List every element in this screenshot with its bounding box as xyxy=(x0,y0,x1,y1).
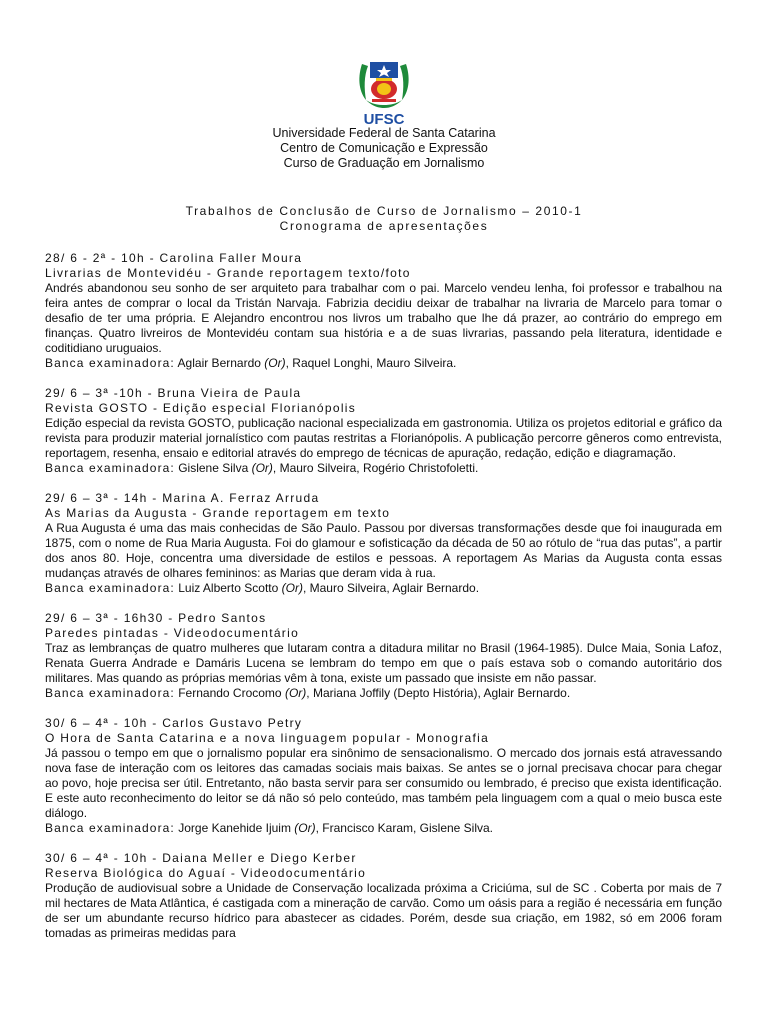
entry-date: 30/ 6 – 4ª - 10h - Daiana Meller e Diego Kerber xyxy=(45,851,357,865)
banca-members: , Francisco Karam, Gislene Silva. xyxy=(315,821,494,835)
entry-title: Paredes pintadas - Videodocumentário xyxy=(45,626,300,640)
schedule-list xyxy=(45,251,722,956)
banca-advisor: Jorge Kanehide Ijuim xyxy=(178,821,291,835)
entry-banca xyxy=(45,356,722,371)
banca-members: , Mariana Joffily (Depto História), Aglair Bernardo. xyxy=(306,686,571,700)
banca-advisor: Luiz Alberto Scotto xyxy=(178,581,279,595)
banca-members: , Mauro Silveira, Aglair Bernardo. xyxy=(302,581,480,595)
entry-banca xyxy=(45,581,722,596)
schedule-entry xyxy=(45,386,722,476)
banca-advisor: Aglair Bernardo xyxy=(177,356,261,370)
entry-description: A Rua Augusta é uma das mais conhecidas de São Paulo. Passou por diversas transformações desde que foi inaugurada em 1875, com o nome de Rua Maria Augusta. Foi do glamour e sofisticação da década de 50 ao rótulo de “rua das putas”, a partir dos anos 80. Hoje, concentra uma diversidade de estilos e pessoas. A reportagem As Marias da Augusta conta essas mudanças através de olhares femininos: as Marias que deram vida à rua. xyxy=(45,521,722,580)
entry-date: 28/ 6 - 2ª - 10h - Carolina Faller Moura xyxy=(45,251,303,265)
banca-or: (Or) xyxy=(284,686,307,700)
entry-description: Traz as lembranças de quatro mulheres que lutaram contra a ditadura militar no Brasil (1964-1985). Dulce Maia, Sonia Lafoz, Renata Guerra Andrade e Damáris Lucena se lembram do tempo em que o país estava sob o comando autoritário dos militares. Mas quando as próprias memórias vêm à tona, existe um passado que insiste em não passar. xyxy=(45,641,722,685)
banca-label: Banca examinadora: xyxy=(45,686,175,700)
entry-date: 29/ 6 – 3ª - 16h30 - Pedro Santos xyxy=(45,611,267,625)
entry-date: 30/ 6 – 4ª - 10h - Carlos Gustavo Petry xyxy=(45,716,303,730)
schedule-entry xyxy=(45,851,722,941)
banca-or: (Or) xyxy=(294,821,316,835)
entry-description: Andrés abandonou seu sonho de ser arquiteto para trabalhar com o pai. Marcelo vendeu lenha, foi professor e trabalhou na feira antes de comprar o local da Tristán Narvaja. Fabrizia decidiu deixar de trabalhar na livraria de Marcelo para tomar o desafio de ter uma própria. E Alejandro encontrou nos livros um trabalho que lhe dá prazer, ao contrário do emprego em finanças. Quatro livreiros de Montevidéu contam sua história e a de suas livrarias, passando pela literatura, identidade e coditidiano uruguaios. xyxy=(45,281,722,355)
entry-description: Edição especial da revista GOSTO, publicação nacional especializada em gastronomia. Utiliza os projetos editorial e gráfico da revista para produzir material jornalístico com pautas restritas a Florianópolis. A publicação percorre gêneros como entrevista, reportagem, resenha, ensaio e editorial através do emprego de técnicas de apuração, redação, edição e diagramação. xyxy=(45,416,722,460)
ufsc-logo xyxy=(356,56,412,130)
ufsc-crest-icon xyxy=(356,56,412,130)
banca-or: (Or) xyxy=(251,461,273,475)
schedule-entry xyxy=(45,491,722,596)
banca-label: Banca examinadora: xyxy=(45,461,175,475)
banca-members: , Mauro Silveira, Rogério Christofoletti. xyxy=(272,461,479,475)
institution-header xyxy=(0,126,768,171)
entry-banca xyxy=(45,821,722,836)
banca-advisor: Fernando Crocomo xyxy=(178,686,282,700)
banca-or: (Or) xyxy=(281,581,303,595)
entry-title: Revista GOSTO - Edição especial Florianópolis xyxy=(45,401,357,415)
entry-title: Reserva Biológica do Aguaí - Videodocumentário xyxy=(45,866,367,880)
banca-advisor: Gislene Silva xyxy=(178,461,249,475)
title-line: Trabalhos de Conclusão de Curso de Jornalismo – 2010-1 xyxy=(185,204,583,218)
schedule-entry xyxy=(45,251,722,371)
entry-title: Livrarias de Montevidéu - Grande reportagem texto/foto xyxy=(45,266,411,280)
entry-description: Produção de audiovisual sobre a Unidade de Conservação localizada próxima a Criciúma, sul de SC . Coberta por mais de 7 mil hectares de Mata Atlântica, é castigada com a mineração de carvão. Como um oásis para a região é necessária em função de ser um abundante recurso hídrico para abastecer as cidades. Porém, desde sua criação, em 1982, só em 2006 foram tomadas as primeiras medidas para xyxy=(45,881,722,940)
banca-or: (Or) xyxy=(264,356,286,370)
banca-members: , Raquel Longhi, Mauro Silveira. xyxy=(285,356,457,370)
subtitle-line: Cronograma de apresentações xyxy=(279,219,489,233)
schedule-entry xyxy=(45,611,722,701)
document-title xyxy=(0,204,768,234)
entry-description: Já passou o tempo em que o jornalismo popular era sinônimo de sensacionalismo. O mercado dos jornais está atravessando nova fase de interação com os leitores das camadas sociais mais baixas. Se antes se o jornal precisava chocar para chegar ao povo, hoje precisa ser útil. Entretanto, não basta servir para ser consumido ou lembrado, é preciso que exista identificação. E este auto reconhecimento do leitor se dá não só pelo conteúdo, mas também pela linguagem com a qual o meio busca este diálogo. xyxy=(45,746,722,820)
entry-date: 29/ 6 – 3ª -10h - Bruna Vieira de Paula xyxy=(45,386,302,400)
svg-text:UFSC: UFSC xyxy=(363,111,405,128)
banca-label: Banca examinadora: xyxy=(45,356,175,370)
university-name: Universidade Federal de Santa Catarina xyxy=(272,126,496,140)
schedule-entry xyxy=(45,716,722,836)
entry-banca xyxy=(45,686,722,701)
banca-label: Banca examinadora: xyxy=(45,581,175,595)
banca-label: Banca examinadora: xyxy=(45,821,175,835)
course-name: Curso de Graduação em Jornalismo xyxy=(283,156,485,170)
entry-title: As Marias da Augusta - Grande reportagem em texto xyxy=(45,506,391,520)
entry-date: 29/ 6 – 3ª - 14h - Marina A. Ferraz Arruda xyxy=(45,491,320,505)
entry-title: O Hora de Santa Catarina e a nova linguagem popular - Monografia xyxy=(45,731,490,745)
center-name: Centro de Comunicação e Expressão xyxy=(280,141,488,155)
entry-banca xyxy=(45,461,722,476)
